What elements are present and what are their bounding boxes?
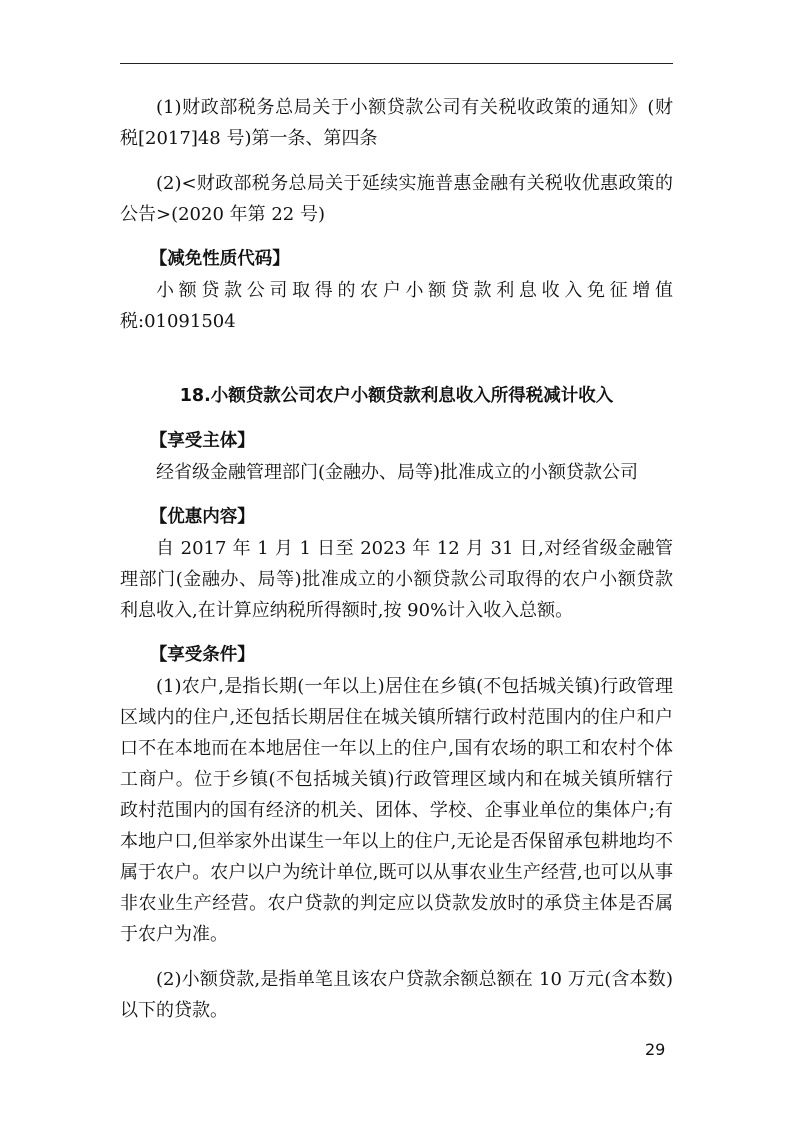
page-number: 29 — [645, 1040, 666, 1059]
content-heading: 【优惠内容】 — [149, 507, 255, 527]
condition-item-1: (1)农户,是指长期(一年以上)居住在乡镇(不包括城关镇)行政管理区域内的住户,还包括长期居住在城关镇所辖行政村范围内的住户和户口不在本地而在本地居住一年以上的住户,国有农场的职工和农村个体工商户。位于乡镇(不包括城关镇)行政管理区域内和在城关镇所辖行政村范围内的国有经济的机关、团体、学校、企事业单位的集体户;有本地户口,但举家外出谋生一年以上的住户,无论是否保留承包耕地均不属于农户。农户以户为统计单位,既可以从事农业生产经营,也可以从事非农业生产经营。农户贷款的判定应以贷款发放时的承贷主体是否属于农户为准。 — [120, 676, 673, 945]
subject-heading: 【享受主体】 — [149, 431, 255, 451]
basis-item-2: (2)<财政部税务总局关于延续实施普惠金融有关税收优惠政策的公告>(2020 年第 22 号) — [120, 173, 673, 225]
code-text: 小额贷款公司取得的农户小额贷款利息收入免征增值税:01091504 — [120, 280, 673, 332]
content-text: 自 2017 年 1 月 1 日至 2023 年 12 月 31 日,对经省级金融管理部门(金融办、局等)批准成立的小额贷款公司取得的农户小额贷款利息收入,在计算应纳税所得额时,按 90%计入收入总额。 — [120, 538, 673, 621]
basis-item-1: (1)财政部税务总局关于小额贷款公司有关税收政策的通知》(财税[2017]48 号)第一条、第四条 — [120, 97, 673, 149]
condition-item-2: (2)小额贷款,是指单笔且该农户贷款余额总额在 10 万元(含本数)以下的贷款。 — [120, 969, 673, 1021]
conditions-heading: 【享受条件】 — [149, 645, 255, 665]
page-content — [120, 92, 673, 1026]
subject-text: 经省级金融管理部门(金融办、局等)批准成立的小额贷款公司 — [156, 462, 639, 483]
section-title: 18.小额贷款公司农户小额贷款利息收入所得税减计收入 — [179, 386, 614, 406]
code-heading: 【减免性质代码】 — [149, 249, 290, 269]
header-rule — [120, 63, 673, 64]
